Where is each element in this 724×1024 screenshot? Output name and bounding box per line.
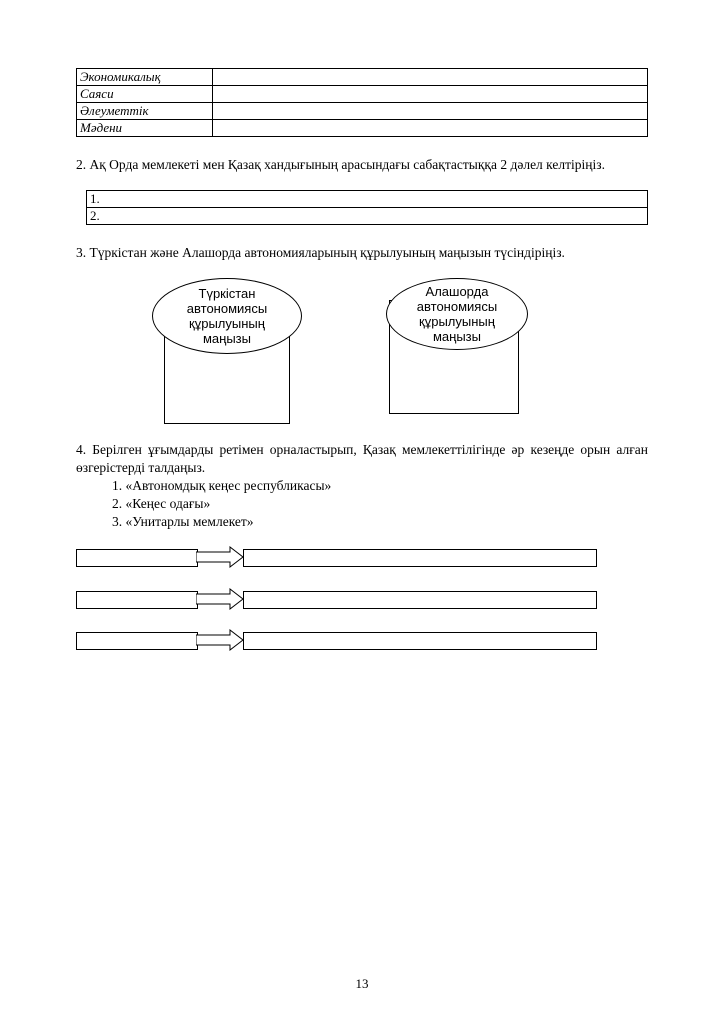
list-item: 2. «Кеңес одағы» [112,496,211,511]
row-label-cultural: Мәдени [77,120,213,137]
arrow-right-icon [196,546,244,568]
ellipse-line: Алашорда [425,284,489,299]
analysis-box-2[interactable] [243,591,597,609]
row-label-social: Әлеуметтік [77,103,213,120]
page-number: 13 [355,976,369,991]
question-4-text: 4. Берілген ұғымдарды ретімен орналастырып, Қазақ мемлекеттілігінде әр кезеңде орын алған өзгерістерді талдаңыз. [76,442,648,475]
list-item: 1. «Автономдық кеңес республикасы» [112,478,332,493]
arrow-right-icon [196,588,244,610]
question-3-text: 3. Түркістан және Алашорда автономияларының құрылуының маңызын түсіндіріңіз. [76,245,565,260]
row-label-economic: Экономикалық [77,69,213,86]
ellipse-line: құрылуының [189,316,265,331]
ellipse-line: автономиясы [416,299,498,314]
table-row [87,208,648,225]
arrow-right-icon [196,629,244,651]
answer-cell[interactable] [213,103,648,120]
row-label-political: Саяси [77,86,213,103]
ellipse-line: маңызы [432,329,481,344]
evidence-row-2[interactable]: 2. [87,208,648,225]
concept-box-1[interactable] [76,549,198,567]
evidence-table [86,190,648,225]
ellipse-line: маңызы [202,331,251,346]
ellipse-line: құрылуының [419,314,495,329]
answer-cell[interactable] [213,69,648,86]
table-row [77,69,648,86]
aspects-table [76,68,648,137]
table-row [87,191,648,208]
ellipse-line: автономиясы [186,301,268,316]
table-row [77,103,648,120]
table-row [77,120,648,137]
ellipse-line: Түркістан [198,286,256,301]
table-row [77,86,648,103]
question-2-text: 2. Ақ Орда мемлекеті мен Қазақ хандығының арасындағы сабақтастыққа 2 дәлел келтіріңіз. [76,157,605,172]
turkestan-ellipse [152,278,302,354]
evidence-row-1[interactable]: 1. [87,191,648,208]
list-item: 3. «Унитарлы мемлекет» [112,514,254,529]
answer-cell[interactable] [213,120,648,137]
concept-box-3[interactable] [76,632,198,650]
concept-box-2[interactable] [76,591,198,609]
alashorda-ellipse [386,278,528,350]
analysis-box-3[interactable] [243,632,597,650]
answer-cell[interactable] [213,86,648,103]
analysis-box-1[interactable] [243,549,597,567]
